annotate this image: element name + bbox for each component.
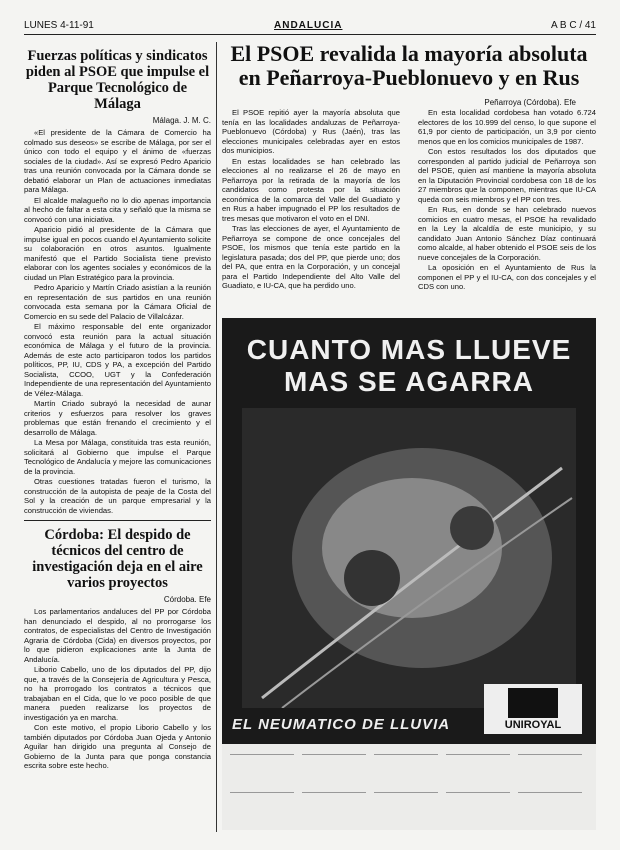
issue-date: LUNES 4-11-91 <box>24 20 94 31</box>
tire-advertisement <box>222 318 596 830</box>
paragraph: Otras cuestiones tratadas fueron el turismo, la construcción de la autopista de peaje de la Costa del Sol y la creación de un parque empresarial y la construcción de viviendas. <box>24 477 211 515</box>
ad-slogan-line1: CUANTO MAS LLUEVE <box>246 334 572 365</box>
paragraph: Tras las elecciones de ayer, el Ayuntamiento de Peñarroya se compone de once concejales del PSOE, los mismos que tenía este partido en la legislatura pasada; dos del PP, que pierde uno; dos del PA, que entra en la Corporación, y un concejal para el Partido Independiente del Alto Valle del Guadiato, e IU-CA, que ha perdido uno. <box>222 224 400 290</box>
paragraph: «El presidente de la Cámara de Comercio ha colmado sus deseos» se escribe de Málaga, por ser el único con todo el equipo y el ánimo de «fuerzas sociales de la ciudad». Así se expresó Pedro Aparicio tras una reunión convocada por la Cámara donde se debatió elaborar un Plan de actuaciones inmediatas para Málaga. <box>24 128 211 194</box>
paragraph: Martín Criado subrayó la necesidad de aunar criterios y esfuerzos para resolver los graves problemas que están frenando el crecimiento y el desarrollo de Málaga. <box>24 399 211 437</box>
page-number: A B C / 41 <box>550 20 596 31</box>
dealer-list <box>222 744 596 830</box>
dealer-entry <box>518 754 582 777</box>
dealer-entry <box>302 754 366 777</box>
uniroyal-logo-icon <box>508 688 558 718</box>
main-headline: El PSOE revalida la mayoría absoluta en Peñarroya-Pueblonuevo y en Rus <box>230 41 588 90</box>
divider <box>24 520 211 521</box>
paragraph: El máximo responsable del ente organizador convocó esta reunión para la actual situación económica de Málaga y el futuro de la provincia. Además de este acto participaron todos los partidos políticos, PP, IU, CDS y PA, a excepción del Partido Socialista, CCOO, UGT y la Confederación Independiente de una representación del Ayuntamiento de Vélez-Málaga. <box>24 322 211 398</box>
paragraph: Con este motivo, el propio Liborio Cabello y los también diputados por Córdoba Juan Ojeda y Antonio Aguilar han dirigido una pregunta al Consejo de Gobierno de la Junta para que ponga constancia escrita sobre este hecho. <box>24 723 211 770</box>
article-headline: Córdoba: El despido de técnicos del centro de investigación deja en el aire varios proyectos <box>32 527 203 591</box>
paragraph: En Rus, en donde se han celebrado nuevos comicios en cuatro mesas, el PSOE ha revalidado en la Ley la alcaldía de este municipio, y su candidato Juan Antonio Sánchez Díaz continuará como alcalde, al haber obtenido el PSOE seis de los nueve concejales de la Corporación. <box>418 205 596 262</box>
dealer-entry <box>230 792 294 815</box>
paragraph: El PSOE repitió ayer la mayoría absoluta que tenía en las localidades andaluzas de Peñarroya-Pueblonuevo (Córdoba) y Rus (Jaén), tras las elecciones municipales celebradas ayer en estos dos municipios. <box>222 108 400 155</box>
paragraph: La Mesa por Málaga, constituida tras esta reunión, solicitará al Gobierno que impulse el Parque Tecnológico de Andalucía y mejore las comunicaciones de la provincia. <box>24 438 211 476</box>
brand-box <box>484 684 582 734</box>
article-body <box>24 607 211 771</box>
main-column-a <box>222 108 400 292</box>
article-headline: Fuerzas políticas y sindicatos piden al PSOE que impulse el Parque Tecnológico de Málaga <box>25 48 210 112</box>
paragraph: Con estos resultados los dos diputados que corresponden al partido judicial de Peñarroya son del PSOE, quien así mantiene la mayoría absoluta en la Diputación Provincial cordobesa con 18 de los 27 miembros que la componen, mientras que IU-CA queda con seis miembros y el PP con tres. <box>418 147 596 204</box>
dealer-entry <box>518 792 582 815</box>
rainy-road-photo <box>242 408 576 708</box>
article-body <box>24 128 211 515</box>
main-column-b <box>418 108 596 293</box>
main-byline: Peñarroya (Córdoba). Efe <box>484 98 576 107</box>
dealer-entry <box>446 754 510 777</box>
dealer-entry <box>374 754 438 777</box>
paragraph: Liborio Cabello, uno de los diputados del PP, dijo que, a través de la Consejería de Agricultura y Pesca, no ha prorrogado los contratos a técnicos que trabajaban en el Cida, que lo ve poco posible de que manera pueden realizarse los proyectos de investigación ya en marcha. <box>24 665 211 722</box>
page-header <box>24 18 596 35</box>
ad-slogan-line2: MAS SE AGARRA <box>284 366 534 397</box>
article-byline: Córdoba. Efe <box>163 595 211 604</box>
paragraph: El alcalde malagueño no lo dio apenas importancia al hecho de faltar a esta cita y señaló que la misma se convocó con una iniciativa. <box>24 195 211 224</box>
column-divider <box>216 42 217 832</box>
brand-name: UNIROYAL <box>504 719 562 731</box>
left-column <box>24 42 211 772</box>
paragraph: En estas localidades se han celebrado las elecciones al no realizarse el 26 de mayo en Peñarroya por la retirada de la mayoría de los candidatos como protesta por la situación económica de la comarca del Valle del Guadiato y en Rus a haber impugnado el PP los resultados de tres mesas que motivaron el voto en el DNI. <box>222 156 400 223</box>
paragraph: En esta localidad cordobesa han votado 6.724 electores de los 10.999 del censo, lo que supone el 61,9 por ciento de participación, un 3,9 por ciento menos que en los comicios municipales de 1987. <box>418 108 596 146</box>
ad-tagline: EL NEUMATICO DE LLUVIA <box>232 716 451 733</box>
article-byline: Málaga. J. M. C. <box>152 116 211 125</box>
paragraph: Pedro Aparicio y Martín Criado asistían a la reunión en representación de sus partidos en una reunión convocada esta semana por la Cámara Oficial de Comercio en su sede del Palacio de Villalcázar. <box>24 283 211 321</box>
section-title: ANDALUCIA <box>274 20 343 31</box>
dealer-entry <box>374 792 438 815</box>
dealer-entry <box>230 754 294 777</box>
dealer-entry <box>302 792 366 815</box>
paragraph: Aparicio pidió al presidente de la Cámara que impulse igual en pocos cuando el Ayuntamiento solicite su colaboración en otros asuntos. Igualmente manifestó que el Partido Socialista tiene previsto elaborar con los agentes sociales y económicos de la ciudad un Plan Estratégico para la provincia. <box>24 225 211 282</box>
paragraph: La oposición en el Ayuntamiento de Rus la componen el PP y el IU-CA, con dos concejales y el CDS con uno. <box>418 263 596 291</box>
paragraph: Los parlamentarios andaluces del PP por Córdoba han denunciado el despido, al no prorrogarse los contratos, de especialistas del Centro de Investigación Agraria de Córdoba (Cida) en diversos proyectos, por lo que pidieron explicaciones ante la Junta de Andalucía. <box>24 607 211 664</box>
dealer-entry <box>446 792 510 815</box>
